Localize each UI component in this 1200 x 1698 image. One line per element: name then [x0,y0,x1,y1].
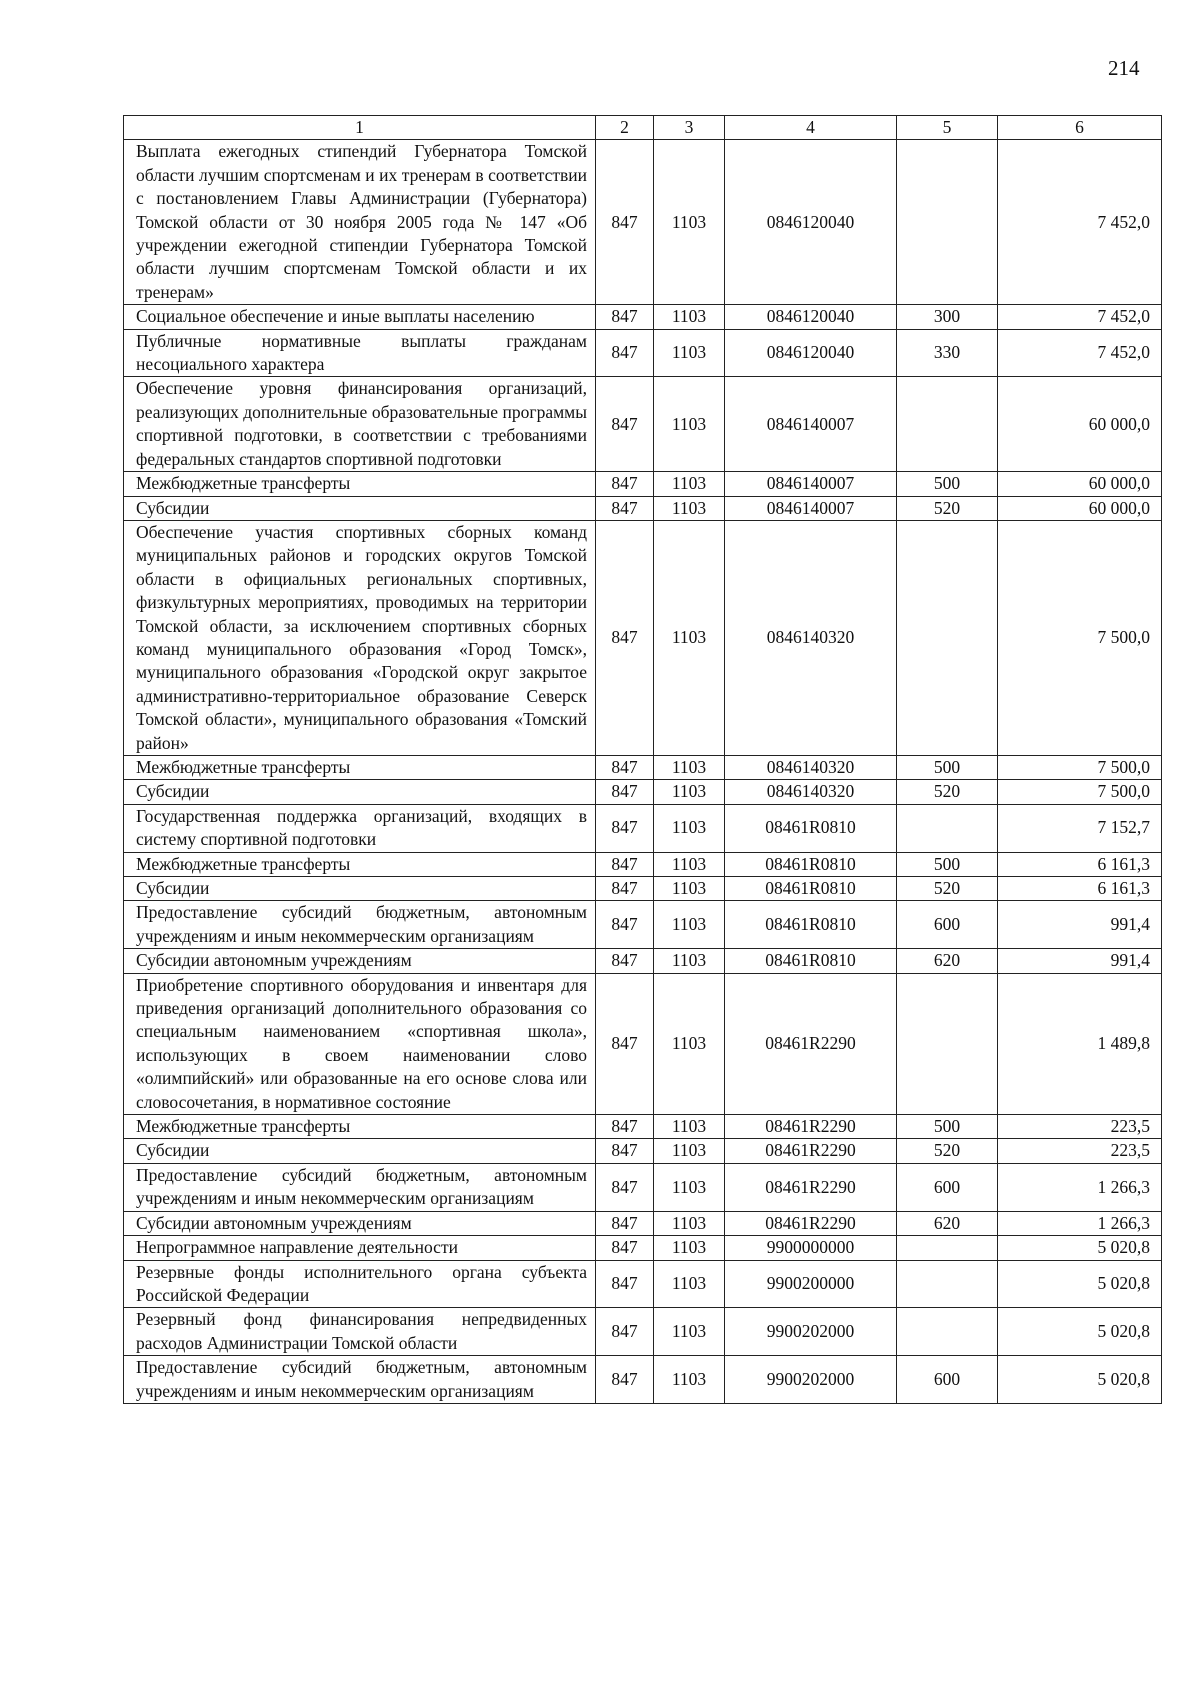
row-value-cell: 1103 [654,804,725,852]
row-value-cell [897,973,998,1114]
row-value-cell: 1103 [654,1356,725,1404]
row-value-cell: 7 500,0 [998,780,1162,804]
table-row [124,1236,1162,1260]
row-value-cell: 847 [596,329,654,377]
row-value-cell: 1103 [654,973,725,1114]
row-name-cell: Межбюджетные трансферты [124,1115,596,1139]
row-value-cell [897,1236,998,1260]
row-value-cell: 9900200000 [725,1260,897,1308]
row-value-cell: 9900202000 [725,1356,897,1404]
row-name-cell: Предоставление субсидий бюджетным, автономным учреждениям и иным некоммерческим организациям [124,901,596,949]
row-value-cell: 847 [596,305,654,329]
row-value-cell: 60 000,0 [998,377,1162,472]
row-value-cell: 1103 [654,1163,725,1211]
row-name-cell: Обеспечение участия спортивных сборных команд муниципальных районов и городских округов Томской области в официальных региональных спортивных, физкультурных мероприятиях, проводимых на территории Томской области, за исключением спортивных сборных команд муниципального образования «Город Томск», муниципального образования «Городской округ закрытое административно-территориальное образование Северск Томской области», муниципального образования «Томский район» [124,520,596,755]
table-row [124,755,1162,779]
row-value-cell: 08461R2290 [725,1163,897,1211]
row-value-cell: 08461R0810 [725,852,897,876]
row-value-cell: 620 [897,1211,998,1235]
row-value-cell [897,140,998,305]
row-value-cell: 330 [897,329,998,377]
row-value-cell: 5 020,8 [998,1356,1162,1404]
row-name-cell: Субсидии автономным учреждениям [124,949,596,973]
header-cell: 5 [897,116,998,140]
row-value-cell: 847 [596,949,654,973]
row-value-cell: 1103 [654,496,725,520]
header-cell: 4 [725,116,897,140]
row-name-cell: Субсидии [124,780,596,804]
page-number: 214 [1108,56,1140,80]
row-value-cell: 600 [897,901,998,949]
row-value-cell: 0846120040 [725,305,897,329]
row-name-cell: Межбюджетные трансферты [124,755,596,779]
row-value-cell [897,1308,998,1356]
row-name-cell: Предоставление субсидий бюджетным, автономным учреждениям и иным некоммерческим организациям [124,1356,596,1404]
row-name-cell: Субсидии автономным учреждениям [124,1211,596,1235]
row-value-cell: 7 152,7 [998,804,1162,852]
row-value-cell: 6 161,3 [998,852,1162,876]
row-value-cell: 5 020,8 [998,1308,1162,1356]
row-name-cell: Приобретение спортивного оборудования и инвентаря для приведения организаций дополнительного образования со специальным наименованием «спортивная школа», использующих в своем наименовании слово «олимпийский» или образованные на его основе слова или словосочетания, в нормативное состояние [124,973,596,1114]
row-value-cell: 847 [596,377,654,472]
row-name-cell: Субсидии [124,496,596,520]
row-value-cell: 1103 [654,901,725,949]
row-value-cell: 0846140320 [725,755,897,779]
row-value-cell: 847 [596,973,654,1114]
header-row [124,116,1162,140]
table-row [124,472,1162,496]
row-value-cell: 6 161,3 [998,877,1162,901]
row-value-cell: 1103 [654,329,725,377]
row-name-cell: Субсидии [124,877,596,901]
row-value-cell: 520 [897,1139,998,1163]
table-row [124,329,1162,377]
row-value-cell: 60 000,0 [998,472,1162,496]
row-value-cell: 847 [596,1139,654,1163]
header-cell: 3 [654,116,725,140]
row-value-cell: 300 [897,305,998,329]
table-row [124,877,1162,901]
table-row [124,804,1162,852]
row-value-cell: 1103 [654,520,725,755]
row-value-cell: 1103 [654,472,725,496]
row-value-cell: 620 [897,949,998,973]
table-row [124,1163,1162,1211]
row-value-cell [897,520,998,755]
row-name-cell: Социальное обеспечение и иные выплаты населению [124,305,596,329]
row-value-cell: 847 [596,1211,654,1235]
row-value-cell: 600 [897,1163,998,1211]
header-cell: 1 [124,116,596,140]
row-value-cell: 9900202000 [725,1308,897,1356]
row-value-cell: 7 452,0 [998,140,1162,305]
row-value-cell: 847 [596,1236,654,1260]
row-value-cell: 0846120040 [725,140,897,305]
row-value-cell: 0846140007 [725,377,897,472]
row-value-cell: 847 [596,1163,654,1211]
row-value-cell: 1 266,3 [998,1211,1162,1235]
row-value-cell: 600 [897,1356,998,1404]
row-value-cell: 08461R0810 [725,804,897,852]
row-value-cell: 08461R0810 [725,901,897,949]
row-value-cell: 1103 [654,377,725,472]
row-value-cell [897,804,998,852]
row-value-cell: 847 [596,1115,654,1139]
row-value-cell: 991,4 [998,901,1162,949]
table-body [124,140,1162,1404]
row-value-cell: 08461R0810 [725,877,897,901]
row-value-cell: 5 020,8 [998,1260,1162,1308]
row-value-cell: 1103 [654,1139,725,1163]
row-value-cell [897,1260,998,1308]
row-value-cell: 847 [596,1260,654,1308]
row-value-cell: 08461R0810 [725,949,897,973]
row-value-cell: 1103 [654,1260,725,1308]
row-value-cell: 991,4 [998,949,1162,973]
row-value-cell: 1103 [654,1115,725,1139]
table-row [124,520,1162,755]
table-row [124,496,1162,520]
table-row [124,1260,1162,1308]
row-value-cell: 0846120040 [725,329,897,377]
row-value-cell: 500 [897,472,998,496]
row-value-cell: 847 [596,901,654,949]
table-row [124,140,1162,305]
row-name-cell: Межбюджетные трансферты [124,472,596,496]
row-value-cell: 847 [596,496,654,520]
row-value-cell: 500 [897,852,998,876]
row-value-cell: 1103 [654,949,725,973]
budget-table [123,115,1162,1404]
row-value-cell: 1103 [654,305,725,329]
row-value-cell: 520 [897,780,998,804]
row-value-cell: 847 [596,520,654,755]
row-value-cell: 7 500,0 [998,755,1162,779]
row-value-cell: 847 [596,780,654,804]
row-value-cell: 1 266,3 [998,1163,1162,1211]
row-value-cell: 520 [897,877,998,901]
row-value-cell: 847 [596,1356,654,1404]
row-value-cell: 500 [897,755,998,779]
row-name-cell: Резервные фонды исполнительного органа субъекта Российской Федерации [124,1260,596,1308]
row-name-cell: Непрограммное направление деятельности [124,1236,596,1260]
row-value-cell: 0846140320 [725,780,897,804]
row-value-cell: 08461R2290 [725,1139,897,1163]
row-value-cell: 7 452,0 [998,329,1162,377]
row-value-cell: 1103 [654,1308,725,1356]
row-name-cell: Субсидии [124,1139,596,1163]
table-row [124,1115,1162,1139]
table-row [124,949,1162,973]
row-value-cell: 08461R2290 [725,1211,897,1235]
row-name-cell: Публичные нормативные выплаты гражданам несоциального характера [124,329,596,377]
row-value-cell: 500 [897,1115,998,1139]
header-cell: 6 [998,116,1162,140]
row-value-cell [897,377,998,472]
row-name-cell: Межбюджетные трансферты [124,852,596,876]
row-value-cell: 0846140007 [725,472,897,496]
row-value-cell: 847 [596,852,654,876]
row-value-cell: 223,5 [998,1115,1162,1139]
row-name-cell: Обеспечение уровня финансирования организаций, реализующих дополнительные образовательные программы спортивной подготовки, в соответствии с требованиями федеральных стандартов спортивной подготовки [124,377,596,472]
row-name-cell: Предоставление субсидий бюджетным, автономным учреждениям и иным некоммерческим организациям [124,1163,596,1211]
row-value-cell: 60 000,0 [998,496,1162,520]
row-value-cell: 847 [596,877,654,901]
row-value-cell: 7 452,0 [998,305,1162,329]
table-row [124,377,1162,472]
table-row [124,1139,1162,1163]
row-value-cell: 5 020,8 [998,1236,1162,1260]
row-value-cell: 1103 [654,1211,725,1235]
row-value-cell: 847 [596,140,654,305]
row-value-cell: 1103 [654,852,725,876]
row-value-cell: 1103 [654,140,725,305]
row-value-cell: 08461R2290 [725,973,897,1114]
header-cell: 2 [596,116,654,140]
row-value-cell: 520 [897,496,998,520]
row-value-cell: 847 [596,804,654,852]
table-row [124,1356,1162,1404]
row-value-cell: 223,5 [998,1139,1162,1163]
row-name-cell: Государственная поддержка организаций, входящих в систему спортивной подготовки [124,804,596,852]
table-row [124,973,1162,1114]
row-value-cell: 847 [596,1308,654,1356]
row-value-cell: 1103 [654,755,725,779]
table-row [124,852,1162,876]
row-value-cell: 0846140320 [725,520,897,755]
row-value-cell: 847 [596,472,654,496]
table-row [124,780,1162,804]
row-value-cell: 1103 [654,1236,725,1260]
table-row [124,901,1162,949]
row-name-cell: Резервный фонд финансирования непредвиденных расходов Администрации Томской области [124,1308,596,1356]
row-value-cell: 1103 [654,780,725,804]
row-value-cell: 7 500,0 [998,520,1162,755]
table-row [124,1211,1162,1235]
table-row [124,1308,1162,1356]
table-row [124,305,1162,329]
row-value-cell: 08461R2290 [725,1115,897,1139]
row-name-cell: Выплата ежегодных стипендий Губернатора Томской области лучшим спортсменам и их тренерам в соответствии с постановлением Главы Администрации (Губернатора) Томской области от 30 ноября 2005 года № 147 «Об учреждении ежегодной стипендии Губернатора Томской области лучшим спортсменам Томской области и их тренерам» [124,140,596,305]
row-value-cell: 1 489,8 [998,973,1162,1114]
row-value-cell: 1103 [654,877,725,901]
row-value-cell: 0846140007 [725,496,897,520]
row-value-cell: 9900000000 [725,1236,897,1260]
row-value-cell: 847 [596,755,654,779]
